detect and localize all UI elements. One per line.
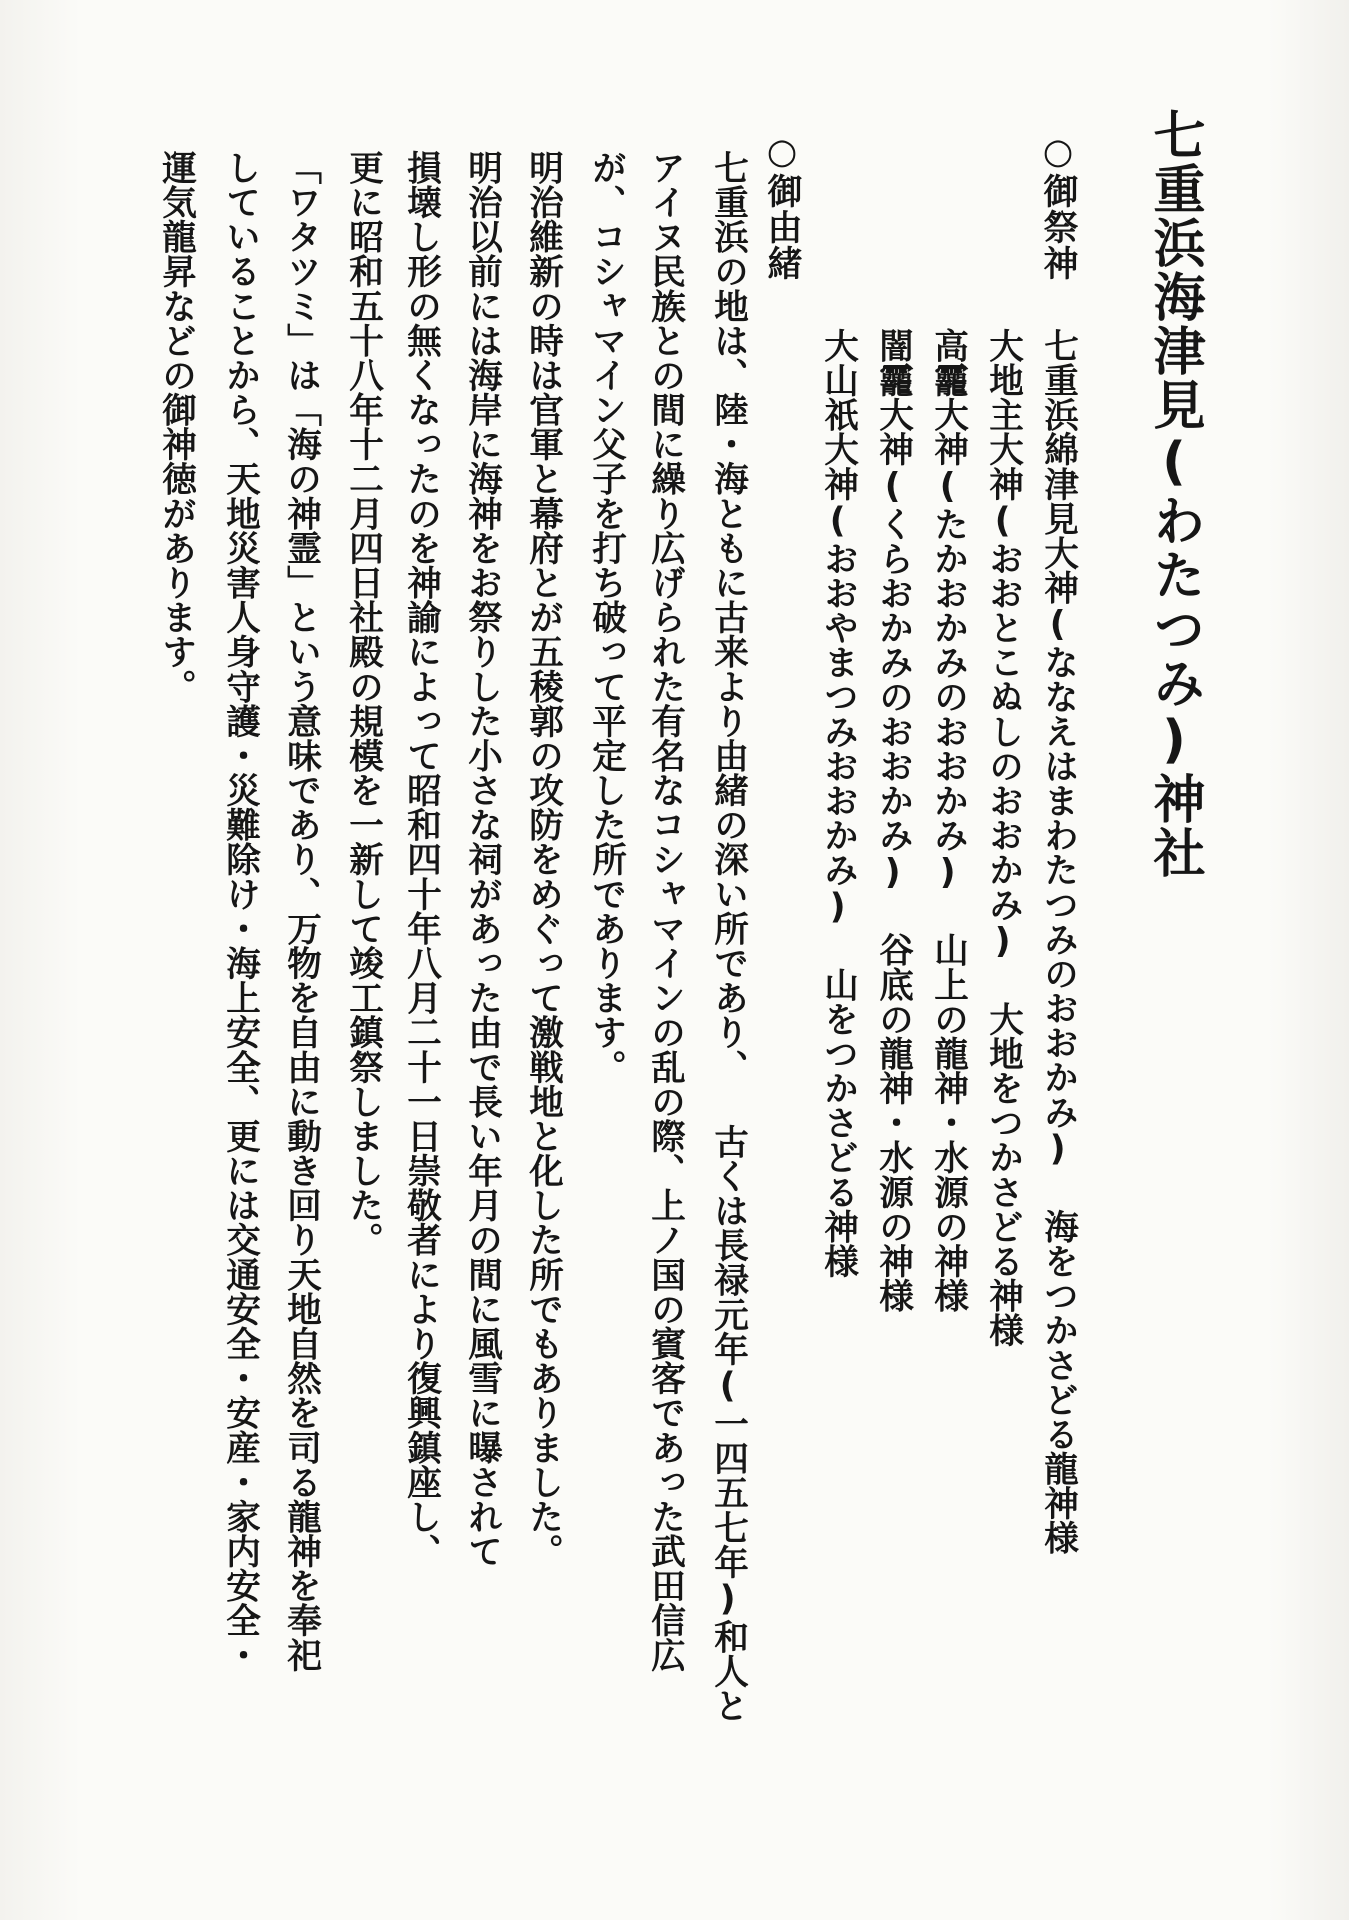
history-line: 七重浜の地は、陸・海ともに古来より由緒の深い所であり、 古くは長禄元年(一四五七年)和人と — [707, 150, 748, 1723]
history-line: 明治以前には海岸に海神をお祭りした小さな祠があった由で長い年月の間に風雪に曝されて — [461, 150, 502, 1569]
history-line: 「ワタツミ」は「海の神霊」という意味であり、万物を自由に動き回り天地自然を司る龍神を奉祀 — [280, 150, 321, 1672]
history-line: 明治維新の時は官軍と幕府とが五稜郭の攻防をめぐって激戦地と化した所でもありました。 — [522, 150, 563, 1569]
history-line: 損壊し形の無くなったのを神諭によって昭和四十年八月二十一日崇敬者により復興鎮座し、 — [400, 150, 441, 1569]
history-line: 運気龍昇などの御神徳があります。 — [155, 150, 196, 704]
deity-line: 高龗大神(たかおかみのおおかみ) 山上の龍神・水源の神様 — [927, 328, 968, 1313]
shrine-title: 七重浜海津見(わたつみ)神社 — [1144, 108, 1204, 880]
history-line: していることから、天地災害人身守護・災難除け・海上安全、更には交通安全・安産・家内安全・ — [219, 150, 260, 1672]
history-line: が、コシャマイン父子を打ち破って平定した所であります。 — [585, 150, 626, 1084]
history-line: 更に昭和五十八年十二月四日社殿の規模を一新して竣工鎮祭しました。 — [342, 150, 383, 1257]
deity-line: 大山祇大神(おおやまつみおおかみ) 山をつかさどる神様 — [817, 328, 858, 1279]
deity-line: 七重浜綿津見大神(ななえはまわたつみのおおかみ) 海をつかさどる龍神様 — [1037, 328, 1078, 1555]
history-heading: ○御由緒 — [762, 132, 802, 281]
deity-line: 闇龗大神(くらおかみのおおかみ) 谷底の龍神・水源の神様 — [872, 328, 913, 1313]
deities-heading: ○御祭神 — [1038, 132, 1078, 281]
history-line: アイヌ民族との間に繰り広げられた有名なコシャマインの乱の際、上ノ国の賓客であった武田信広 — [644, 150, 685, 1672]
deity-line: 大地主大神(おおとこぬしのおおかみ) 大地をつかさどる神様 — [982, 328, 1023, 1348]
